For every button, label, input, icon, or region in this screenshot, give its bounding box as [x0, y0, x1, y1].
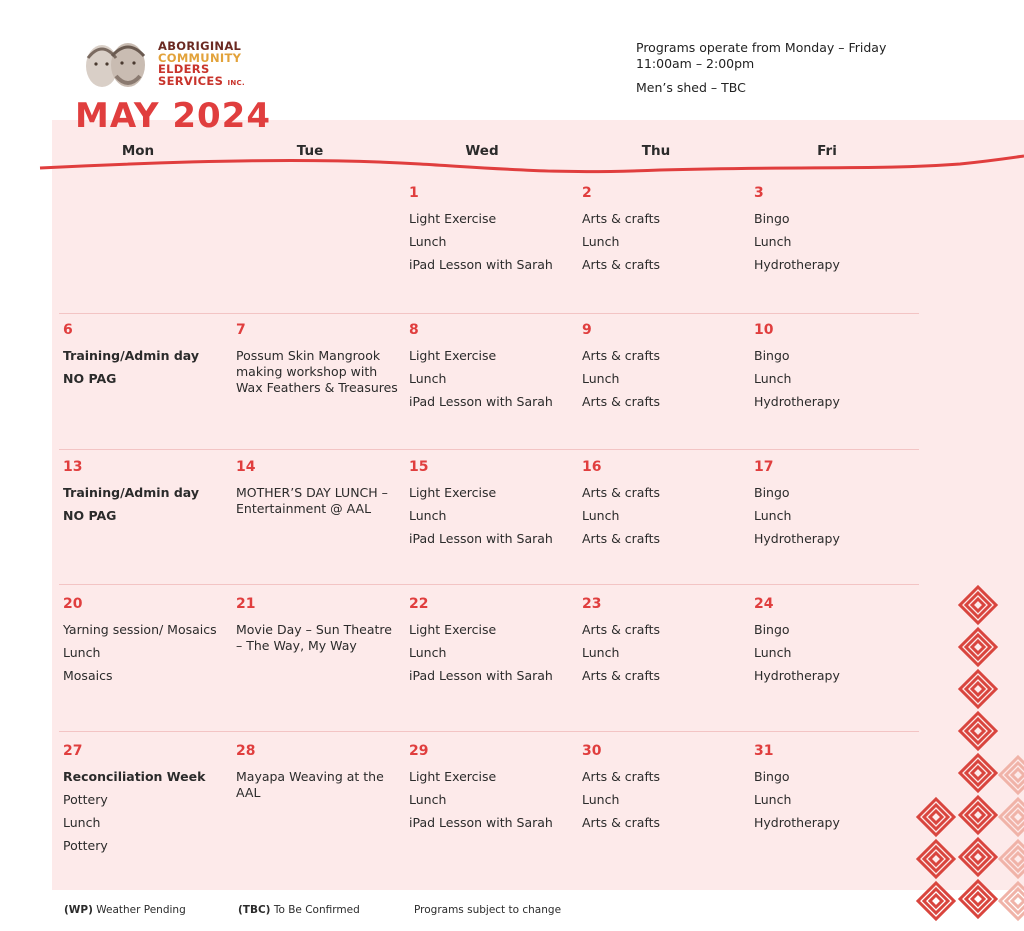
week-separator [59, 313, 919, 314]
activity-item: Hydrotherapy [754, 815, 840, 830]
activity-item: Mayapa Weaving at the AAL [236, 769, 384, 800]
calendar-day-cell [582, 596, 747, 691]
activity-item: Lunch [409, 508, 447, 523]
day-number: 13 [63, 459, 83, 475]
activity-item: Lunch [754, 371, 792, 386]
program-info [636, 40, 886, 96]
org-line-2: COMMUNITY [158, 50, 242, 65]
activity-item: Lunch [582, 645, 620, 660]
activity-item: Lunch [582, 234, 620, 249]
activity-item: Lunch [582, 508, 620, 523]
day-number [63, 185, 228, 211]
week-separator [59, 584, 919, 585]
calendar-day-cell [409, 596, 574, 691]
activity-item: Lunch [63, 645, 101, 660]
calendar-day-cell [754, 322, 919, 417]
calendar-day-cell [236, 596, 401, 661]
activity-item: Lunch [409, 234, 447, 249]
tbc-code: (TBC) [238, 904, 271, 916]
day-number: 30 [582, 743, 602, 759]
activity-item: Light Exercise [409, 485, 497, 500]
calendar-day-cell [63, 596, 228, 691]
activity-item: Hydrotherapy [754, 668, 840, 683]
day-number: 28 [236, 743, 256, 759]
calendar-day-cell [582, 322, 747, 417]
day-number: 14 [236, 459, 256, 475]
activity-item: Arts & crafts [582, 485, 661, 500]
day-number: 20 [63, 596, 83, 612]
activity-item: Training/Admin day [63, 348, 199, 363]
activity-item: Lunch [409, 371, 447, 386]
legend-to-be-confirmed [238, 904, 360, 916]
activity-item: Arts & crafts [582, 769, 661, 784]
activity-item: Light Exercise [409, 769, 497, 784]
calendar-day-cell [236, 459, 401, 524]
legend-weather-pending [64, 904, 186, 916]
calendar-day-cell [63, 743, 228, 861]
day-number: 1 [409, 185, 419, 201]
activity-item: Reconciliation Week [63, 769, 206, 784]
day-header-tue: Tue [296, 143, 324, 159]
day-number: 9 [582, 322, 592, 338]
calendar-day-cell [63, 459, 228, 531]
activity-item: Pottery [63, 792, 108, 807]
org-line-3: ELDERS [158, 62, 210, 76]
calendar-day-cell [236, 322, 401, 403]
day-number: 22 [409, 596, 429, 612]
day-number: 21 [236, 596, 256, 612]
activity-item: Lunch [754, 234, 792, 249]
calendar-day-cell [409, 322, 574, 417]
activity-item: Arts & crafts [582, 668, 661, 683]
day-number: 29 [409, 743, 429, 759]
organization-name [158, 41, 245, 89]
calendar-day-cell [409, 743, 574, 838]
activity-item: iPad Lesson with Sarah [409, 815, 553, 830]
activity-item: Lunch [63, 815, 101, 830]
activity-item: Arts & crafts [582, 257, 661, 272]
tbc-text: To Be Confirmed [273, 904, 360, 916]
activity-item: Arts & crafts [582, 211, 661, 226]
activity-item: Movie Day – Sun Theatre – The Way, My Way [236, 622, 392, 653]
activity-item: Bingo [754, 211, 790, 226]
day-number: 16 [582, 459, 602, 475]
wp-code: (WP) [64, 904, 93, 916]
day-number: 17 [754, 459, 774, 475]
info-mens-shed: Men’s shed – TBC [636, 80, 746, 95]
activity-item: Hydrotherapy [754, 394, 840, 409]
day-number: 31 [754, 743, 774, 759]
aboriginal-pattern-decoration-icon [910, 585, 1024, 931]
activity-item: Lunch [754, 645, 792, 660]
activity-item: Bingo [754, 485, 790, 500]
calendar-day-cell [63, 185, 228, 211]
org-line-4-text: SERVICES [158, 73, 224, 88]
activity-item: iPad Lesson with Sarah [409, 394, 553, 409]
activity-item: NO PAG [63, 508, 117, 523]
calendar-day-cell [582, 743, 747, 838]
activity-item: iPad Lesson with Sarah [409, 257, 553, 272]
calendar-day-cell [236, 185, 401, 211]
calendar-day-cell [63, 322, 228, 394]
calendar-day-cell [409, 459, 574, 554]
activity-item: MOTHER’S DAY LUNCH – Entertainment @ AAL [236, 485, 388, 516]
calendar-day-cell [754, 185, 919, 280]
activity-item: Lunch [582, 792, 620, 807]
activity-item: Light Exercise [409, 348, 497, 363]
activity-item: NO PAG [63, 371, 117, 386]
programs-note: Programs subject to change [414, 904, 562, 916]
week-separator [59, 449, 919, 450]
calendar-day-cell [754, 743, 919, 838]
day-header-fri: Fri [817, 143, 837, 159]
day-number [236, 185, 401, 211]
activity-item: Lunch [409, 792, 447, 807]
activity-item: Arts & crafts [582, 394, 661, 409]
activity-item: iPad Lesson with Sarah [409, 668, 553, 683]
activity-item: Arts & crafts [582, 348, 661, 363]
day-header-wed: Wed [465, 143, 499, 159]
activity-item: Arts & crafts [582, 622, 661, 637]
org-line-1: ABORIGINAL [158, 39, 242, 53]
activity-item: Bingo [754, 348, 790, 363]
activity-item: Lunch [754, 508, 792, 523]
day-number: 27 [63, 743, 83, 759]
activity-item: Lunch [754, 792, 792, 807]
week-separator [59, 731, 919, 732]
day-number: 8 [409, 322, 419, 338]
day-number: 15 [409, 459, 429, 475]
day-number: 7 [236, 322, 246, 338]
calendar-day-cell [754, 596, 919, 691]
day-number: 3 [754, 185, 764, 201]
activity-item: Hydrotherapy [754, 531, 840, 546]
day-number: 23 [582, 596, 602, 612]
activity-item: iPad Lesson with Sarah [409, 531, 553, 546]
day-number: 2 [582, 185, 592, 201]
day-header-thu: Thu [641, 143, 671, 159]
calendar-day-cell [236, 743, 401, 808]
activity-item: Hydrotherapy [754, 257, 840, 272]
activity-item: Bingo [754, 622, 790, 637]
activity-item: Possum Skin Mangrook making workshop with Wax Feathers & Treasures [236, 348, 398, 395]
elders-portrait-logo-icon [80, 38, 154, 90]
calendar-day-cell [409, 185, 574, 280]
day-number: 10 [754, 322, 774, 338]
day-header-mon: Mon [121, 143, 155, 159]
calendar-day-cell [754, 459, 919, 554]
activity-item: Arts & crafts [582, 815, 661, 830]
calendar-day-cell [582, 185, 747, 280]
activity-item: Light Exercise [409, 622, 497, 637]
info-hours-days: Programs operate from Monday – Friday [636, 40, 887, 55]
activity-item: Pottery [63, 838, 108, 853]
org-suffix: INC. [227, 78, 245, 87]
wp-text: Weather Pending [96, 904, 186, 916]
day-number: 24 [754, 596, 774, 612]
info-hours-time: 11:00am – 2:00pm [636, 56, 755, 71]
activity-item: Yarning session/ Mosaics [63, 622, 217, 637]
activity-item: Light Exercise [409, 211, 497, 226]
activity-item: Lunch [409, 645, 447, 660]
month-title: MAY 2024 [75, 96, 271, 136]
org-line-4 [158, 73, 245, 90]
activity-item: Mosaics [63, 668, 113, 683]
calendar-day-cell [582, 459, 747, 554]
day-number: 6 [63, 322, 73, 338]
activity-item: Arts & crafts [582, 531, 661, 546]
activity-item: Bingo [754, 769, 790, 784]
activity-item: Training/Admin day [63, 485, 199, 500]
activity-item: Lunch [582, 371, 620, 386]
